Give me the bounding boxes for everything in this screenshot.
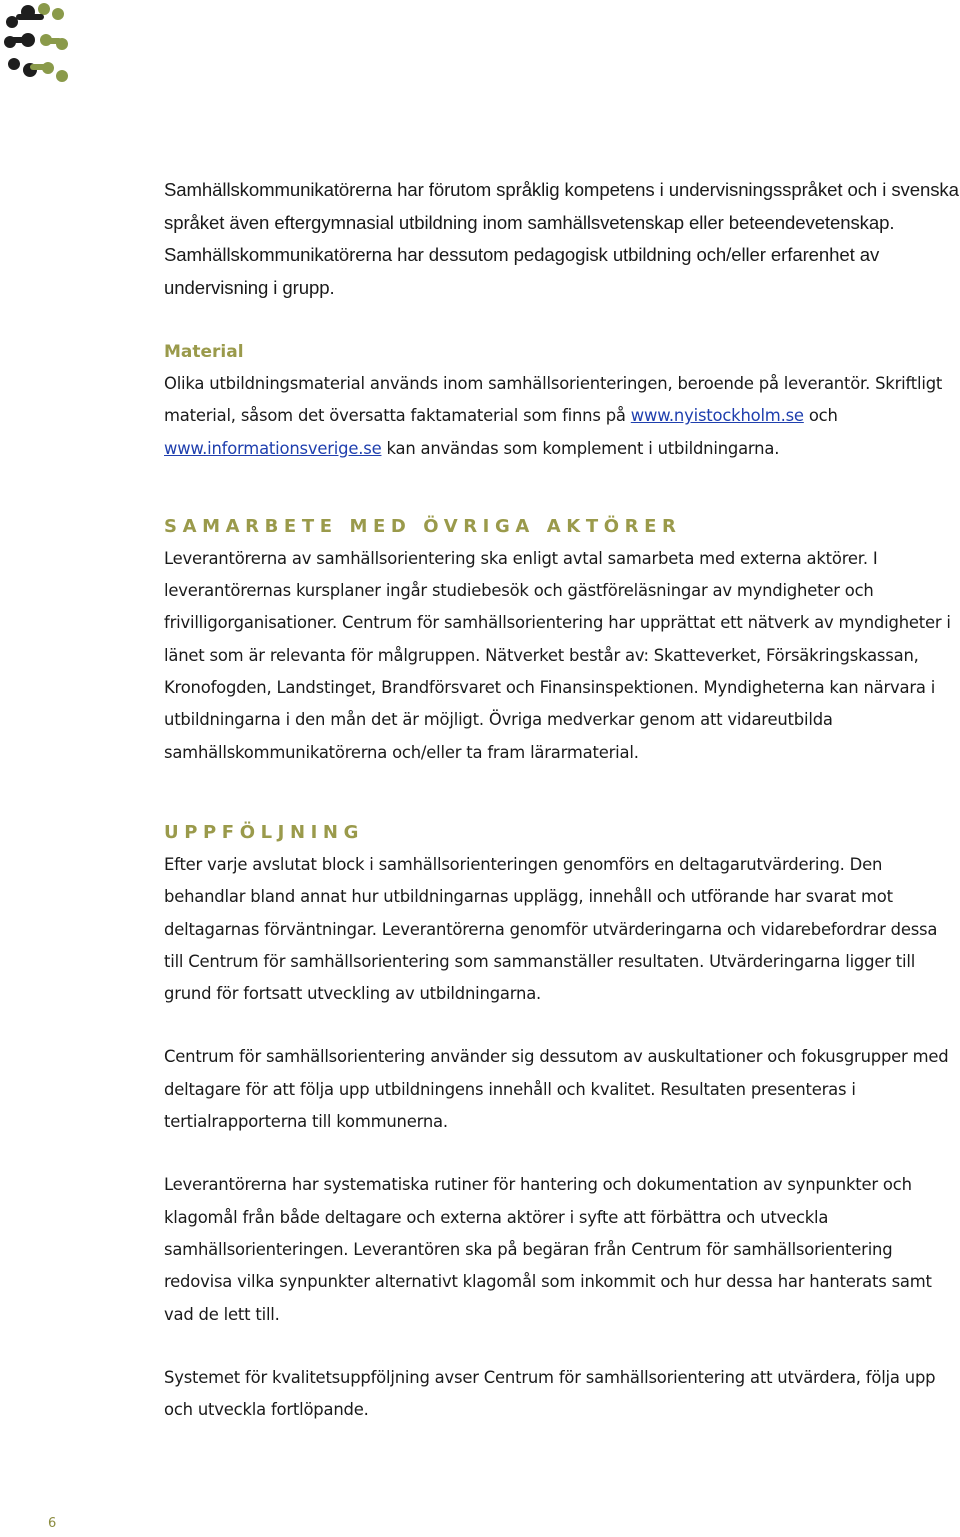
document-body — [164, 174, 960, 1426]
material-paragraph — [164, 368, 960, 465]
dotted-s-logo-icon — [0, 0, 72, 84]
samarbete-heading: SAMARBETE MED ÖVRIGA AKTÖRER — [164, 515, 682, 537]
uppfoljning-heading: UPPFÖLJNING — [164, 821, 364, 843]
informationsverige-link[interactable]: www.informationsverige.se — [164, 438, 382, 458]
material-text-2: och — [803, 406, 838, 426]
material-heading: Material — [164, 342, 244, 362]
nyistockholm-link[interactable]: www.nyistockholm.se — [630, 406, 804, 426]
material-text-1: Olika utbildningsmaterial används inom samhällsorienteringen, beroende på leverantör. Skriftligt material, såsom det översatta faktamaterial som finns på — [164, 374, 943, 426]
intro-paragraph: Samhällskommunikatörerna har förutom språklig kompetens i undervisningsspråket och i svenska språket även eftergymnasial utbildning inom samhällsvetenskap eller beteendevetenskap. Samhällskommunikatörerna har dessutom pedagogisk utbildning och/eller erfarenhet av undervisning i grupp. — [164, 179, 959, 298]
samarbete-paragraph: Leverantörerna av samhällsorientering ska enligt avtal samarbeta med externa aktörer. I leverantörernas kursplaner ingår studiebesök och gästföreläsningar av myndigheter och frivilligorganisationer. Centrum för samhällsorientering har upprättat ett nätverk av myndigheter i länet som är relevanta för målgruppen. Nätverket består av: Skatteverket, Försäkringskassan, Kronofogden, Landstinget, Brandförsvaret och Finansinspektionen. Myndigheterna kan närvara i utbildningarna i den mån det är möjligt. Övriga medverkar genom att vidareutbilda samhällskommunikatörerna och/eller ta fram lärarmaterial. — [164, 548, 951, 762]
uppfoljning-paragraph-2: Centrum för samhällsorientering använder sig dessutom av auskultationer och fokusgrupper med deltagare för att följa upp utbildningens innehåll och kvalitet. Resultaten presenteras i tertialrapporterna till kommunerna. — [164, 1047, 949, 1132]
uppfoljning-paragraph-1: Efter varje avslutat block i samhällsorienteringen genomförs en deltagarutvärdering. Den behandlar bland annat hur utbildningarnas upplägg, innehåll och utförande har svarat mot deltagarnas förväntningar. Leverantörerna genomför utvärderingarna och vidarebefordrar dessa till Centrum för samhällsorientering som sammanställer resultaten. Utvärderingarna ligger till grund för fortsatt utveckling av utbildningarna. — [164, 854, 938, 1004]
material-text-3: kan användas som komplement i utbildningarna. — [381, 438, 780, 458]
uppfoljning-paragraph-4: Systemet för kvalitetsuppföljning avser Centrum för samhällsorientering att utvärdera, följa upp och utveckla fortlöpande. — [164, 1367, 936, 1420]
uppfoljning-paragraph-3: Leverantörerna har systematiska rutiner för hantering och dokumentation av synpunkter och klagomål från både deltagare och externa aktörer i syfte att förbättra och utveckla samhällsorienteringen. Leverantören ska på begäran från Centrum för samhällsorientering redovisa vilka synpunkter alternativt klagomål som inkommit och hur dessa har hanterats samt vad de lett till. — [164, 1175, 932, 1324]
page-number: 6 — [48, 1516, 57, 1531]
